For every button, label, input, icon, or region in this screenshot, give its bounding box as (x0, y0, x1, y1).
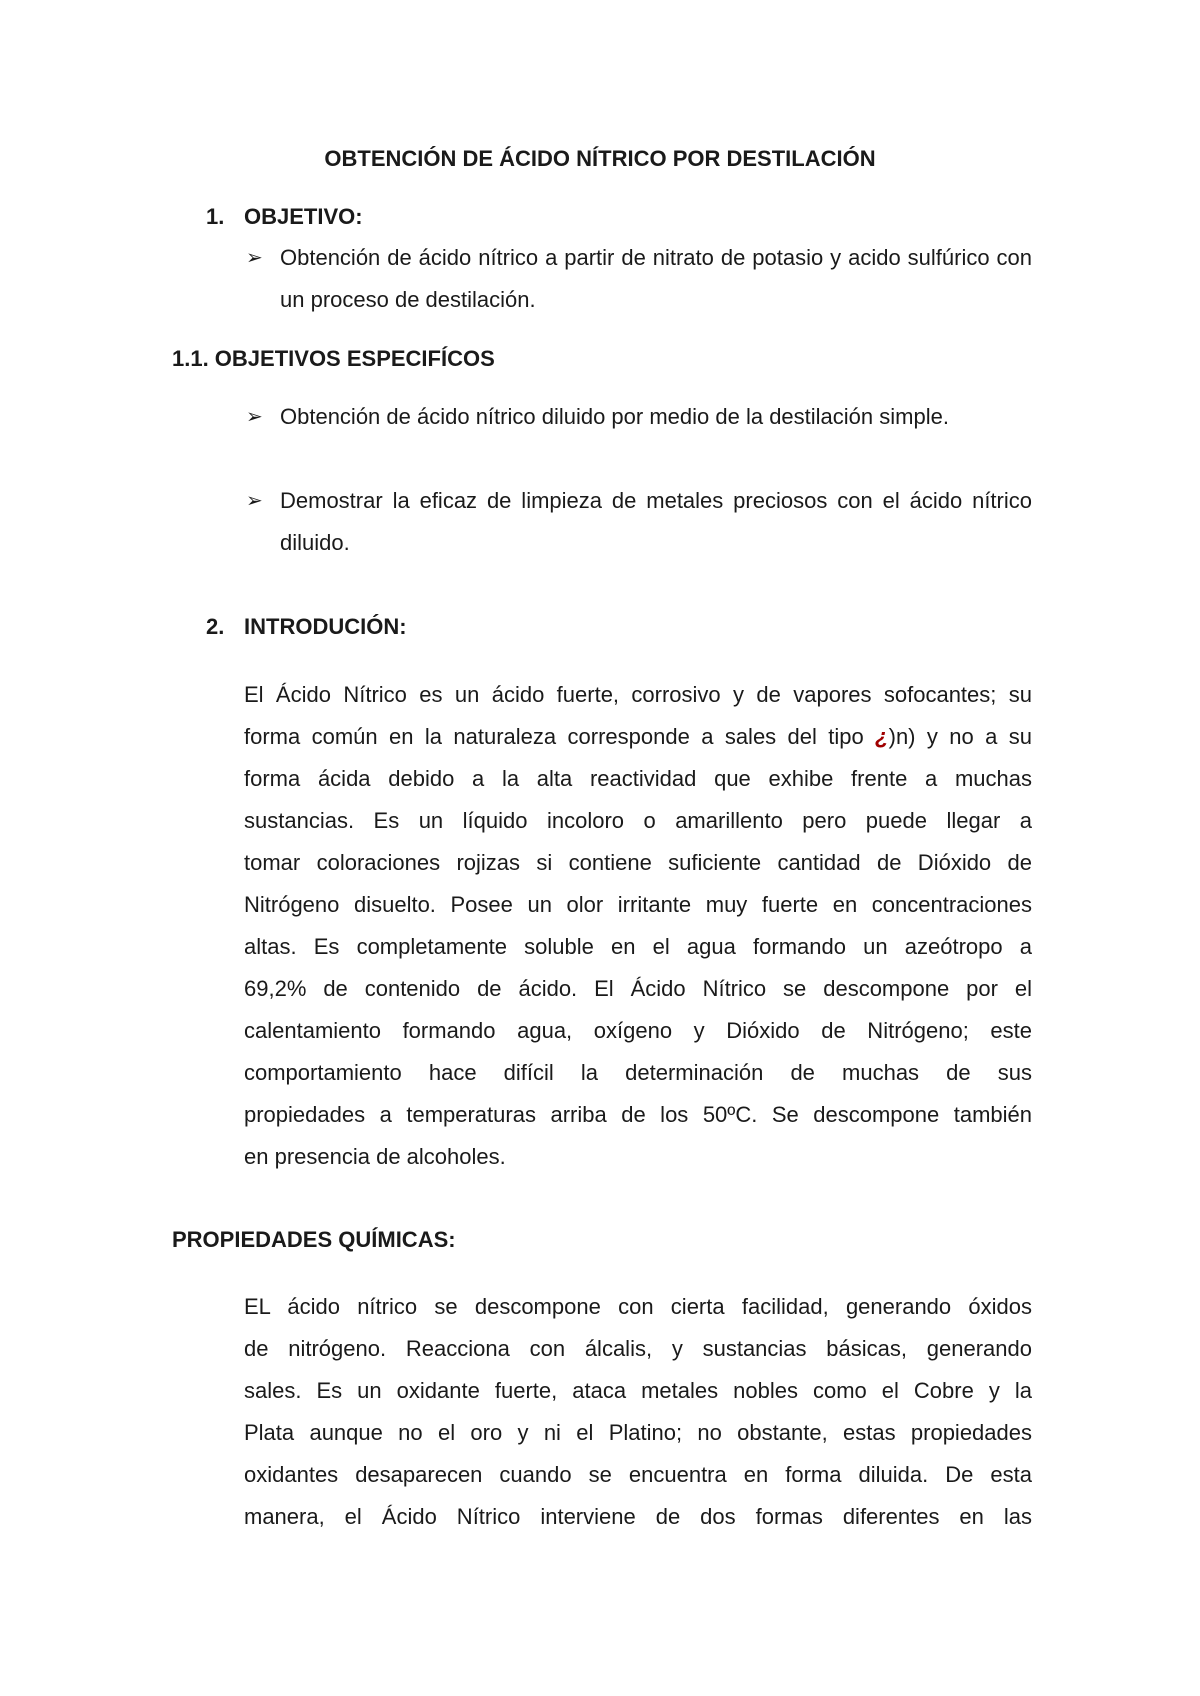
paragraph-line: manera, el Ácido Nítrico interviene de dos formas diferentes en las (244, 1504, 1032, 1529)
paragraph-text: )n) y no a su (888, 724, 1032, 749)
paragraph-line: forma ácida debido a la alta reactividad que exhibe frente a muchas (244, 766, 1032, 791)
properties-paragraph (244, 1286, 1032, 1538)
section-number: 1. (206, 204, 225, 229)
inverted-question-mark: ¿ (875, 724, 889, 749)
section-heading-text: OBJETIVO: (244, 204, 363, 229)
paragraph-line: oxidantes desaparecen cuando se encuentra en forma diluida. De esta (244, 1462, 1032, 1487)
paragraph-line: EL ácido nítrico se descompone con cierta facilidad, generando óxidos (244, 1294, 1032, 1319)
paragraph-line: Nitrógeno disuelto. Posee un olor irritante muy fuerte en concentraciones (244, 892, 1032, 917)
section-number: 2. (206, 614, 225, 639)
document-title: OBTENCIÓN DE ÁCIDO NÍTRICO POR DESTILACIÓN (324, 146, 876, 171)
paragraph-line: sustancias. Es un líquido incoloro o amarillento pero puede llegar a (244, 808, 1032, 833)
section-objetivo-heading (206, 202, 363, 232)
arrow-bullet-icon: ➢ (246, 490, 263, 512)
section-introduccion-heading (206, 612, 407, 642)
paragraph-line: en presencia de alcoholes. (244, 1144, 506, 1169)
paragraph-line (244, 716, 1032, 758)
paragraph-line: sales. Es un oxidante fuerte, ataca metales nobles como el Cobre y la (244, 1378, 1032, 1403)
paragraph-line: de nitrógeno. Reacciona con álcalis, y sustancias básicas, generando (244, 1336, 1032, 1361)
arrow-bullet-icon: ➢ (246, 406, 263, 428)
paragraph-line: calentamiento formando agua, oxígeno y Dióxido de Nitrógeno; este (244, 1018, 1032, 1043)
bullet-item (246, 480, 1032, 564)
bullet-item (246, 396, 1032, 438)
paragraph-line: El Ácido Nítrico es un ácido fuerte, corrosivo y de vapores sofocantes; su (244, 682, 1032, 707)
paragraph-text: forma común en la naturaleza corresponde a sales del tipo (244, 724, 864, 749)
bullet-item (246, 237, 1032, 321)
paragraph-line: altas. Es completamente soluble en el agua formando un azeótropo a (244, 934, 1032, 959)
paragraph-line: comportamiento hace difícil la determinación de muchas de sus (244, 1060, 1032, 1085)
paragraph-line: Plata aunque no el oro y ni el Platino; no obstante, estas propiedades (244, 1420, 1032, 1445)
paragraph-line: tomar coloraciones rojizas si contiene suficiente cantidad de Dióxido de (244, 850, 1032, 875)
section-heading-text: INTRODUCIÓN: (244, 614, 407, 639)
bullet-text: Demostrar la eficaz de limpieza de metales preciosos con el ácido nítrico diluido. (280, 488, 1032, 555)
bullet-text: Obtención de ácido nítrico a partir de nitrato de potasio y acido sulfúrico con un proceso de destilación. (280, 245, 1032, 312)
arrow-bullet-icon: ➢ (246, 247, 263, 269)
paragraph-line: 69,2% de contenido de ácido. El Ácido Nítrico se descompone por el (244, 976, 1032, 1001)
bullet-text: Obtención de ácido nítrico diluido por medio de la destilación simple. (280, 404, 949, 429)
introduction-paragraph (244, 674, 1032, 1178)
section-objetivos-especificos-heading: 1.1. OBJETIVOS ESPECIFÍCOS (172, 346, 495, 371)
paragraph-line: propiedades a temperaturas arriba de los 50ºC. Se descompone también (244, 1102, 1032, 1127)
section-propiedades-quimicas-heading: PROPIEDADES QUÍMICAS: (172, 1227, 456, 1252)
